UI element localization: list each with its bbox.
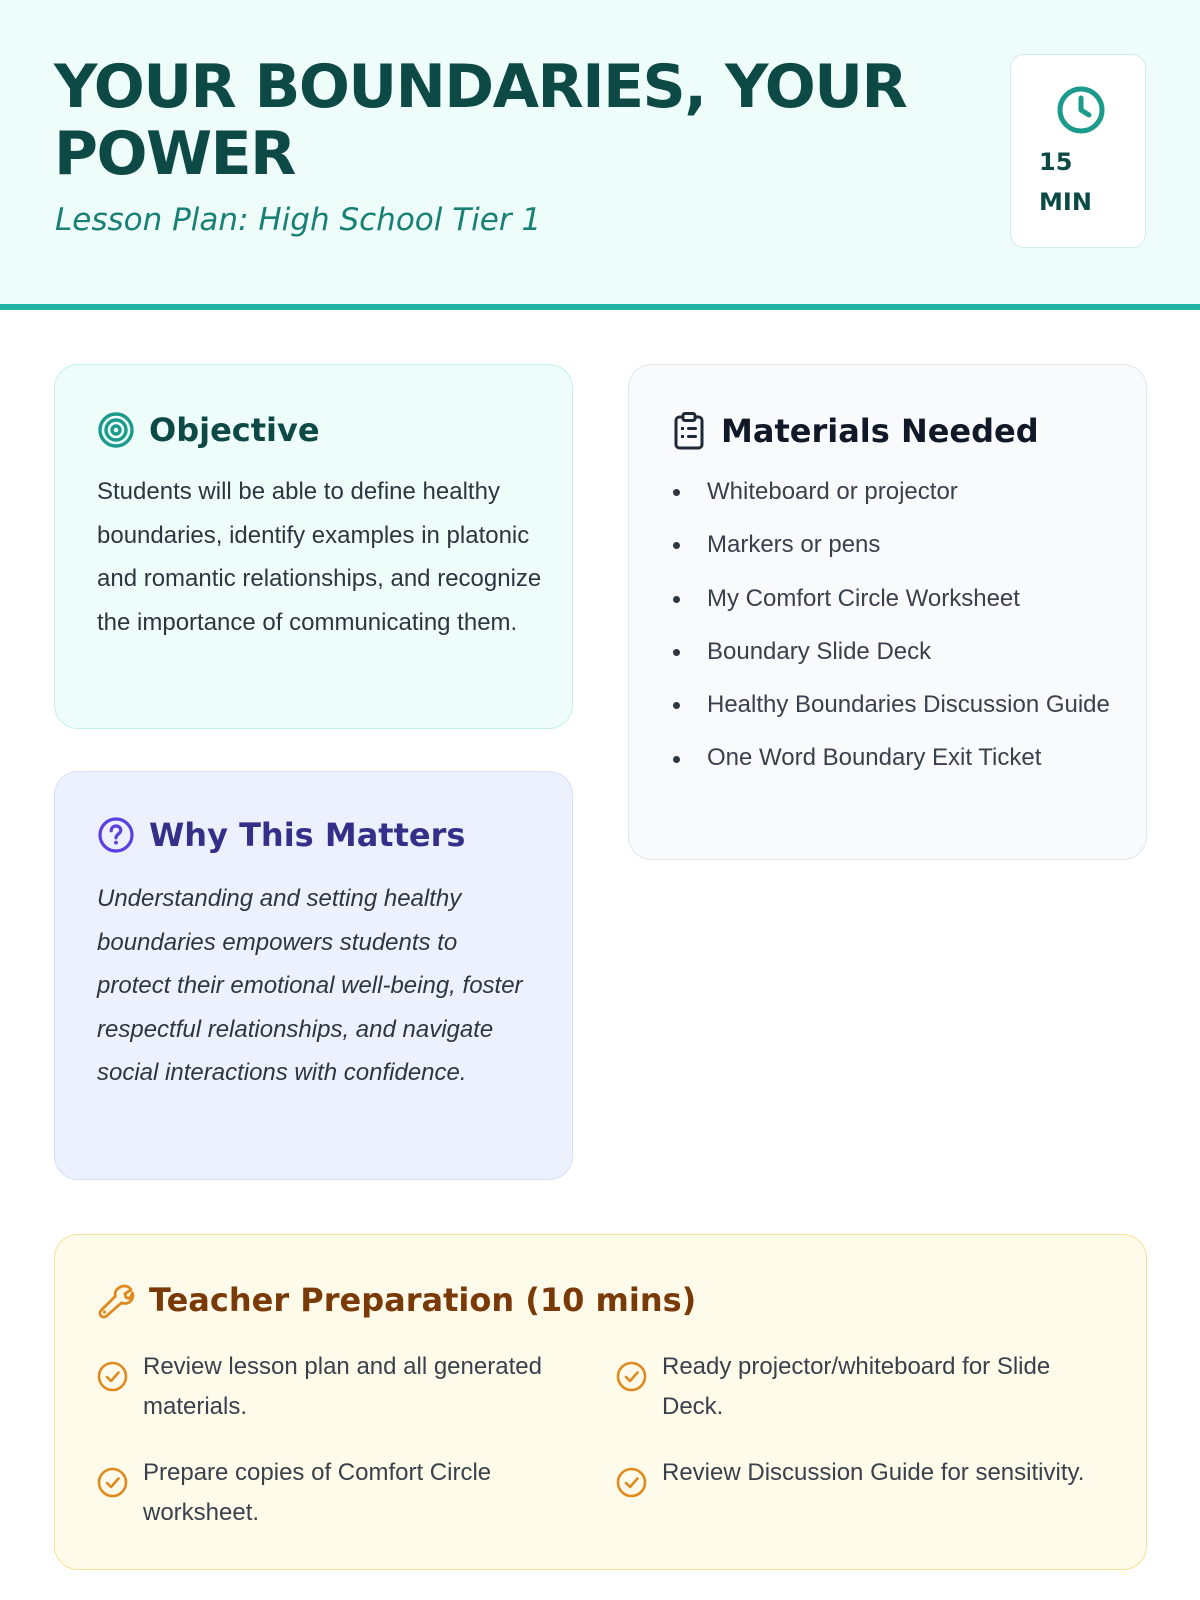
materials-title: Materials Needed	[721, 412, 1039, 450]
materials-header	[671, 411, 1039, 451]
wrench-icon	[97, 1281, 135, 1319]
materials-item: Whiteboard or projector	[670, 472, 1120, 512]
duration-badge	[1010, 54, 1146, 248]
why-header	[97, 816, 465, 854]
why-title: Why This Matters	[149, 816, 466, 854]
check-circle-icon	[97, 1361, 128, 1392]
objective-header	[97, 411, 320, 449]
duration-value: 15	[1039, 148, 1073, 176]
check-circle-icon	[616, 1467, 647, 1498]
materials-item: My Comfort Circle Worksheet	[670, 579, 1120, 619]
clock-icon	[1054, 83, 1108, 137]
why-this-matters-card	[54, 771, 573, 1180]
prep-title: Teacher Preparation (10 mins)	[149, 1281, 697, 1319]
teacher-preparation-card	[54, 1234, 1147, 1570]
clipboard-list-icon	[671, 411, 707, 451]
why-text: Understanding and setting healthy boundaries empowers students to protect their emotional well-being, foster respectful relationships, and navigate social interactions with confidence.	[97, 885, 523, 1086]
check-circle-icon	[616, 1361, 647, 1392]
objective-card	[54, 364, 573, 729]
lesson-header	[0, 0, 1200, 310]
prep-header	[97, 1281, 696, 1319]
lesson-subtitle: Lesson Plan: High School Tier 1	[55, 202, 542, 238]
materials-list	[670, 472, 1120, 792]
materials-item: Healthy Boundaries Discussion Guide	[670, 685, 1120, 725]
question-circle-icon	[97, 816, 135, 854]
lesson-title: YOUR BOUNDARIES, YOUR POWER	[54, 52, 907, 189]
prep-item-text: Review Discussion Guide for sensitivity.	[662, 1459, 1085, 1486]
objective-title: Objective	[149, 411, 320, 449]
check-circle-icon	[97, 1467, 128, 1498]
materials-item: Boundary Slide Deck	[670, 632, 1120, 672]
materials-card	[628, 364, 1147, 860]
prep-item-text: Ready projector/whiteboard for Slide Deck.	[662, 1353, 1051, 1420]
materials-item: One Word Boundary Exit Ticket	[670, 738, 1120, 778]
objective-text: Students will be able to define healthy boundaries, identify examples in platonic and romantic relationships, and recognize the importance of communicating them.	[97, 478, 542, 636]
target-icon	[97, 411, 135, 449]
prep-item-text: Review lesson plan and all generated materials.	[143, 1353, 542, 1420]
materials-item: Markers or pens	[670, 525, 1120, 565]
prep-item-text: Prepare copies of Comfort Circle worksheet.	[143, 1459, 492, 1526]
duration-unit: MIN	[1039, 188, 1092, 216]
